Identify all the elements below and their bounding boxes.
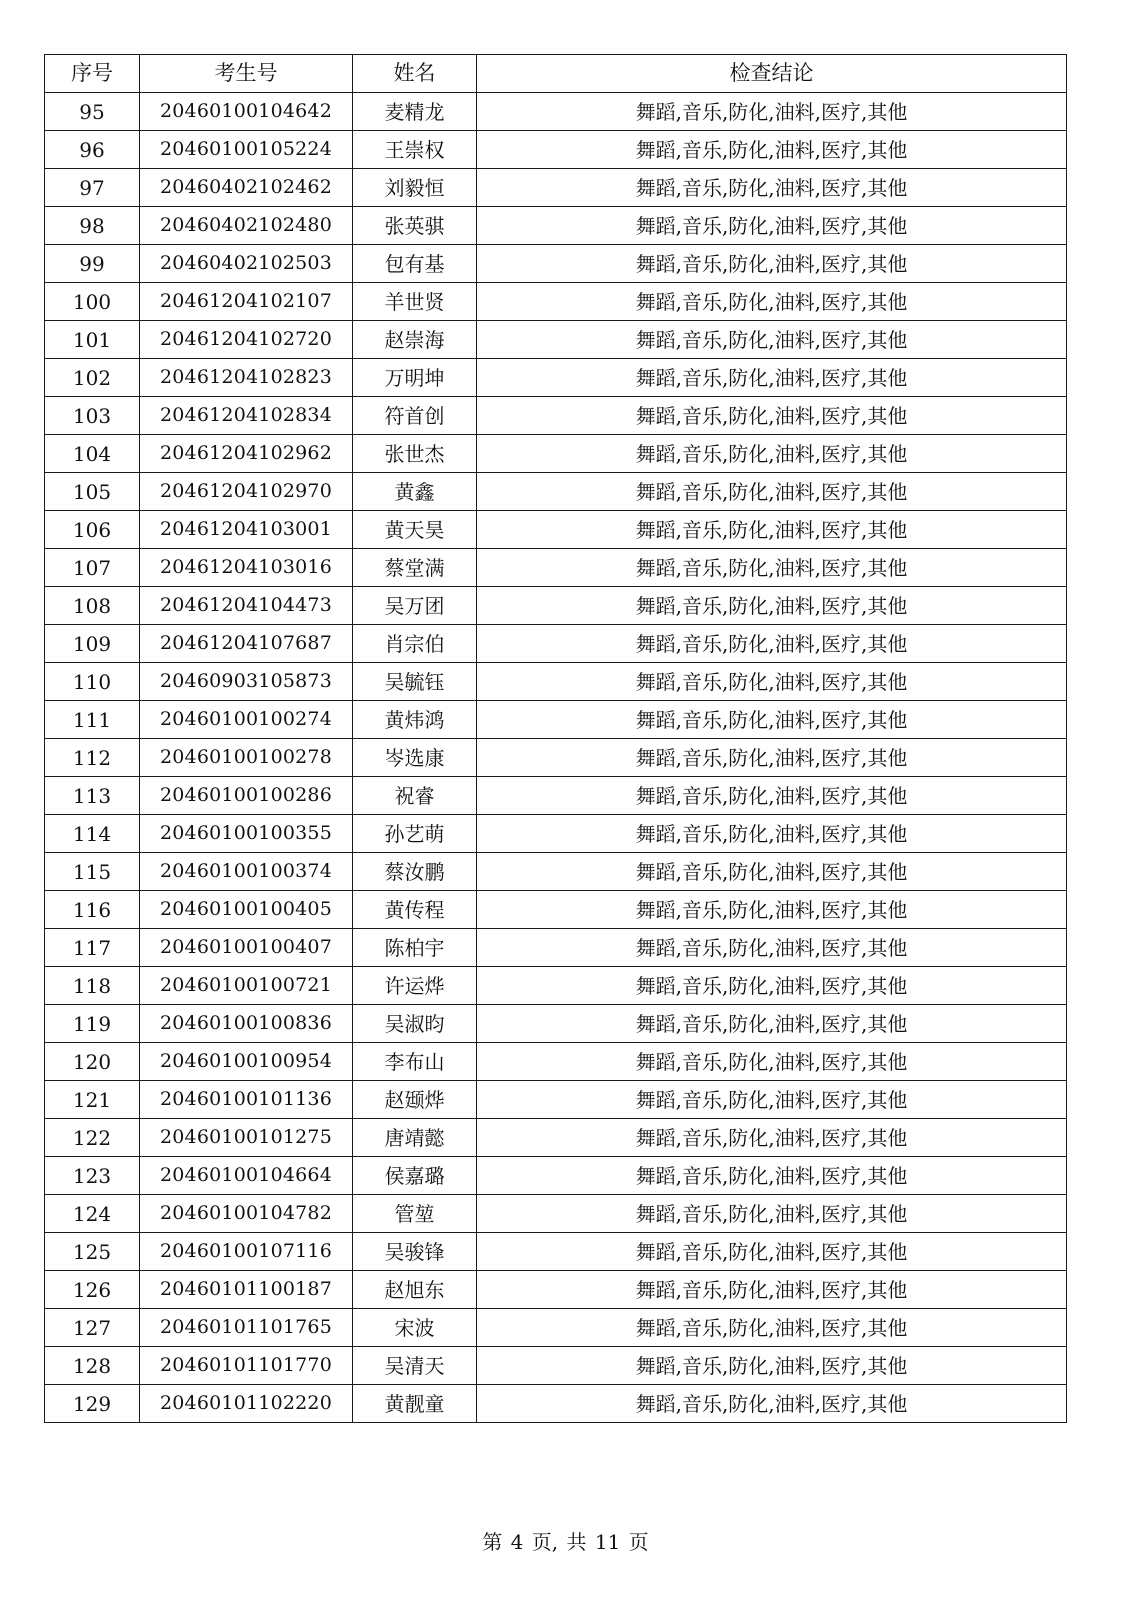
- candidate-number-cell: 20460100100278: [140, 739, 353, 777]
- name-cell: 吴万团: [353, 587, 477, 625]
- serial-number-cell: 117: [45, 929, 140, 967]
- serial-number-cell: 121: [45, 1081, 140, 1119]
- serial-number-cell: 109: [45, 625, 140, 663]
- conclusion-cell: 舞蹈,音乐,防化,油料,医疗,其他: [477, 1347, 1067, 1385]
- conclusion-cell: 舞蹈,音乐,防化,油料,医疗,其他: [477, 245, 1067, 283]
- conclusion-cell: 舞蹈,音乐,防化,油料,医疗,其他: [477, 1233, 1067, 1271]
- serial-number-cell: 110: [45, 663, 140, 701]
- candidate-number-cell: 20460100100405: [140, 891, 353, 929]
- name-cell: 万明坤: [353, 359, 477, 397]
- conclusion-cell: 舞蹈,音乐,防化,油料,医疗,其他: [477, 587, 1067, 625]
- serial-number-cell: 123: [45, 1157, 140, 1195]
- candidate-number-cell: 20461204102834: [140, 397, 353, 435]
- table-row: [45, 929, 1067, 967]
- candidate-number-cell: 20460100105224: [140, 131, 353, 169]
- conclusion-cell: 舞蹈,音乐,防化,油料,医疗,其他: [477, 967, 1067, 1005]
- name-cell: 麦精龙: [353, 93, 477, 131]
- candidate-number-cell: 20460100104642: [140, 93, 353, 131]
- candidate-number-cell: 20460100104782: [140, 1195, 353, 1233]
- name-cell: 管堃: [353, 1195, 477, 1233]
- conclusion-cell: 舞蹈,音乐,防化,油料,医疗,其他: [477, 1309, 1067, 1347]
- table-row: [45, 663, 1067, 701]
- conclusion-cell: 舞蹈,音乐,防化,油料,医疗,其他: [477, 473, 1067, 511]
- candidate-number-cell: 20460100100407: [140, 929, 353, 967]
- conclusion-cell: 舞蹈,音乐,防化,油料,医疗,其他: [477, 815, 1067, 853]
- candidate-number-cell: 20460402102462: [140, 169, 353, 207]
- serial-number-cell: 113: [45, 777, 140, 815]
- candidate-number-cell: 20460100100374: [140, 853, 353, 891]
- name-cell: 刘毅恒: [353, 169, 477, 207]
- serial-number-cell: 125: [45, 1233, 140, 1271]
- table-row: [45, 93, 1067, 131]
- name-cell: 包有基: [353, 245, 477, 283]
- candidate-number-cell: 20460100100274: [140, 701, 353, 739]
- name-cell: 祝睿: [353, 777, 477, 815]
- serial-number-cell: 129: [45, 1385, 140, 1423]
- serial-number-cell: 107: [45, 549, 140, 587]
- conclusion-cell: 舞蹈,音乐,防化,油料,医疗,其他: [477, 625, 1067, 663]
- name-cell: 肖宗伯: [353, 625, 477, 663]
- header-inspection-conclusion: 检查结论: [477, 55, 1067, 93]
- serial-number-cell: 120: [45, 1043, 140, 1081]
- candidate-number-cell: 20460100104664: [140, 1157, 353, 1195]
- serial-number-cell: 103: [45, 397, 140, 435]
- serial-number-cell: 115: [45, 853, 140, 891]
- conclusion-cell: 舞蹈,音乐,防化,油料,医疗,其他: [477, 663, 1067, 701]
- name-cell: 岑选康: [353, 739, 477, 777]
- serial-number-cell: 98: [45, 207, 140, 245]
- serial-number-cell: 128: [45, 1347, 140, 1385]
- conclusion-cell: 舞蹈,音乐,防化,油料,医疗,其他: [477, 1385, 1067, 1423]
- serial-number-cell: 99: [45, 245, 140, 283]
- name-cell: 吴清天: [353, 1347, 477, 1385]
- table-row: [45, 739, 1067, 777]
- name-cell: 孙艺萌: [353, 815, 477, 853]
- name-cell: 羊世贤: [353, 283, 477, 321]
- table-row: [45, 131, 1067, 169]
- conclusion-cell: 舞蹈,音乐,防化,油料,医疗,其他: [477, 549, 1067, 587]
- conclusion-cell: 舞蹈,音乐,防化,油料,医疗,其他: [477, 1043, 1067, 1081]
- conclusion-cell: 舞蹈,音乐,防化,油料,医疗,其他: [477, 321, 1067, 359]
- table-row: [45, 321, 1067, 359]
- table-row: [45, 549, 1067, 587]
- name-cell: 吴毓钰: [353, 663, 477, 701]
- page-footer: 第 4 页, 共 11 页: [482, 1530, 649, 1554]
- candidate-number-cell: 20461204102970: [140, 473, 353, 511]
- serial-number-cell: 104: [45, 435, 140, 473]
- conclusion-cell: 舞蹈,音乐,防化,油料,医疗,其他: [477, 1081, 1067, 1119]
- name-cell: 张英骐: [353, 207, 477, 245]
- conclusion-cell: 舞蹈,音乐,防化,油料,医疗,其他: [477, 1271, 1067, 1309]
- name-cell: 吴淑昀: [353, 1005, 477, 1043]
- serial-number-cell: 101: [45, 321, 140, 359]
- conclusion-cell: 舞蹈,音乐,防化,油料,医疗,其他: [477, 1005, 1067, 1043]
- candidate-number-cell: 20460100101275: [140, 1119, 353, 1157]
- serial-number-cell: 105: [45, 473, 140, 511]
- table-row: [45, 245, 1067, 283]
- serial-number-cell: 122: [45, 1119, 140, 1157]
- candidate-number-cell: 20460903105873: [140, 663, 353, 701]
- name-cell: 吴骏锋: [353, 1233, 477, 1271]
- table-row: [45, 1195, 1067, 1233]
- candidate-number-cell: 20460101102220: [140, 1385, 353, 1423]
- conclusion-cell: 舞蹈,音乐,防化,油料,医疗,其他: [477, 169, 1067, 207]
- serial-number-cell: 100: [45, 283, 140, 321]
- candidate-number-cell: 20460100107116: [140, 1233, 353, 1271]
- candidate-number-cell: 20461204104473: [140, 587, 353, 625]
- conclusion-cell: 舞蹈,音乐,防化,油料,医疗,其他: [477, 777, 1067, 815]
- table-row: [45, 511, 1067, 549]
- name-cell: 张世杰: [353, 435, 477, 473]
- name-cell: 黄传程: [353, 891, 477, 929]
- table-row: [45, 1309, 1067, 1347]
- candidate-number-cell: 20461204103016: [140, 549, 353, 587]
- conclusion-cell: 舞蹈,音乐,防化,油料,医疗,其他: [477, 1195, 1067, 1233]
- conclusion-cell: 舞蹈,音乐,防化,油料,医疗,其他: [477, 701, 1067, 739]
- name-cell: 许运烨: [353, 967, 477, 1005]
- name-cell: 李布山: [353, 1043, 477, 1081]
- candidate-number-cell: 20461204103001: [140, 511, 353, 549]
- table-row: [45, 1233, 1067, 1271]
- table-body: [45, 93, 1067, 1423]
- table-row: [45, 853, 1067, 891]
- name-cell: 黄天昊: [353, 511, 477, 549]
- conclusion-cell: 舞蹈,音乐,防化,油料,医疗,其他: [477, 929, 1067, 967]
- table-row: [45, 1005, 1067, 1043]
- serial-number-cell: 111: [45, 701, 140, 739]
- name-cell: 宋波: [353, 1309, 477, 1347]
- conclusion-cell: 舞蹈,音乐,防化,油料,医疗,其他: [477, 891, 1067, 929]
- table-row: [45, 207, 1067, 245]
- table-row: [45, 283, 1067, 321]
- candidate-number-cell: 20460402102503: [140, 245, 353, 283]
- table-row: [45, 1157, 1067, 1195]
- candidate-number-cell: 20460100100721: [140, 967, 353, 1005]
- table-row: [45, 1347, 1067, 1385]
- serial-number-cell: 95: [45, 93, 140, 131]
- table-row: [45, 701, 1067, 739]
- serial-number-cell: 102: [45, 359, 140, 397]
- candidate-number-cell: 20460101101770: [140, 1347, 353, 1385]
- conclusion-cell: 舞蹈,音乐,防化,油料,医疗,其他: [477, 1119, 1067, 1157]
- table-row: [45, 435, 1067, 473]
- name-cell: 黄炜鸿: [353, 701, 477, 739]
- candidate-number-cell: 20461204107687: [140, 625, 353, 663]
- name-cell: 赵旭东: [353, 1271, 477, 1309]
- name-cell: 唐靖懿: [353, 1119, 477, 1157]
- table-row: [45, 1385, 1067, 1423]
- candidate-number-cell: 20461204102962: [140, 435, 353, 473]
- serial-number-cell: 124: [45, 1195, 140, 1233]
- table-row: [45, 891, 1067, 929]
- conclusion-cell: 舞蹈,音乐,防化,油料,医疗,其他: [477, 207, 1067, 245]
- name-cell: 黄靓童: [353, 1385, 477, 1423]
- table-row: [45, 625, 1067, 663]
- candidate-number-cell: 20460101101765: [140, 1309, 353, 1347]
- serial-number-cell: 106: [45, 511, 140, 549]
- serial-number-cell: 96: [45, 131, 140, 169]
- serial-number-cell: 114: [45, 815, 140, 853]
- name-cell: 陈柏宇: [353, 929, 477, 967]
- table-row: [45, 777, 1067, 815]
- table-row: [45, 397, 1067, 435]
- name-cell: 黄鑫: [353, 473, 477, 511]
- conclusion-cell: 舞蹈,音乐,防化,油料,医疗,其他: [477, 435, 1067, 473]
- table-row: [45, 1081, 1067, 1119]
- candidate-number-cell: 20460100100836: [140, 1005, 353, 1043]
- conclusion-cell: 舞蹈,音乐,防化,油料,医疗,其他: [477, 511, 1067, 549]
- conclusion-cell: 舞蹈,音乐,防化,油料,医疗,其他: [477, 93, 1067, 131]
- candidate-number-cell: 20461204102720: [140, 321, 353, 359]
- candidate-number-cell: 20460100100954: [140, 1043, 353, 1081]
- serial-number-cell: 112: [45, 739, 140, 777]
- table-row: [45, 967, 1067, 1005]
- results-table: [44, 54, 1067, 1423]
- name-cell: 蔡堂满: [353, 549, 477, 587]
- serial-number-cell: 108: [45, 587, 140, 625]
- table-row: [45, 1271, 1067, 1309]
- candidate-number-cell: 20460100100286: [140, 777, 353, 815]
- table-row: [45, 1043, 1067, 1081]
- table-row: [45, 169, 1067, 207]
- table-row: [45, 359, 1067, 397]
- candidate-number-cell: 20461204102823: [140, 359, 353, 397]
- conclusion-cell: 舞蹈,音乐,防化,油料,医疗,其他: [477, 131, 1067, 169]
- serial-number-cell: 116: [45, 891, 140, 929]
- candidate-number-cell: 20460101100187: [140, 1271, 353, 1309]
- table-row: [45, 1119, 1067, 1157]
- name-cell: 蔡汝鹏: [353, 853, 477, 891]
- conclusion-cell: 舞蹈,音乐,防化,油料,医疗,其他: [477, 853, 1067, 891]
- header-candidate-number: 考生号: [140, 55, 353, 93]
- serial-number-cell: 119: [45, 1005, 140, 1043]
- table-row: [45, 473, 1067, 511]
- table-row: [45, 815, 1067, 853]
- candidate-number-cell: 20461204102107: [140, 283, 353, 321]
- serial-number-cell: 127: [45, 1309, 140, 1347]
- name-cell: 侯嘉璐: [353, 1157, 477, 1195]
- serial-number-cell: 97: [45, 169, 140, 207]
- header-name: 姓名: [353, 55, 477, 93]
- name-cell: 符首创: [353, 397, 477, 435]
- table-row: [45, 587, 1067, 625]
- candidate-number-cell: 20460100101136: [140, 1081, 353, 1119]
- conclusion-cell: 舞蹈,音乐,防化,油料,医疗,其他: [477, 739, 1067, 777]
- conclusion-cell: 舞蹈,音乐,防化,油料,医疗,其他: [477, 397, 1067, 435]
- name-cell: 赵崇海: [353, 321, 477, 359]
- serial-number-cell: 118: [45, 967, 140, 1005]
- candidate-number-cell: 20460100100355: [140, 815, 353, 853]
- conclusion-cell: 舞蹈,音乐,防化,油料,医疗,其他: [477, 359, 1067, 397]
- table-header-row: [45, 55, 1067, 93]
- conclusion-cell: 舞蹈,音乐,防化,油料,医疗,其他: [477, 283, 1067, 321]
- candidate-number-cell: 20460402102480: [140, 207, 353, 245]
- name-cell: 王崇权: [353, 131, 477, 169]
- conclusion-cell: 舞蹈,音乐,防化,油料,医疗,其他: [477, 1157, 1067, 1195]
- header-serial-number: 序号: [45, 55, 140, 93]
- serial-number-cell: 126: [45, 1271, 140, 1309]
- name-cell: 赵颋烨: [353, 1081, 477, 1119]
